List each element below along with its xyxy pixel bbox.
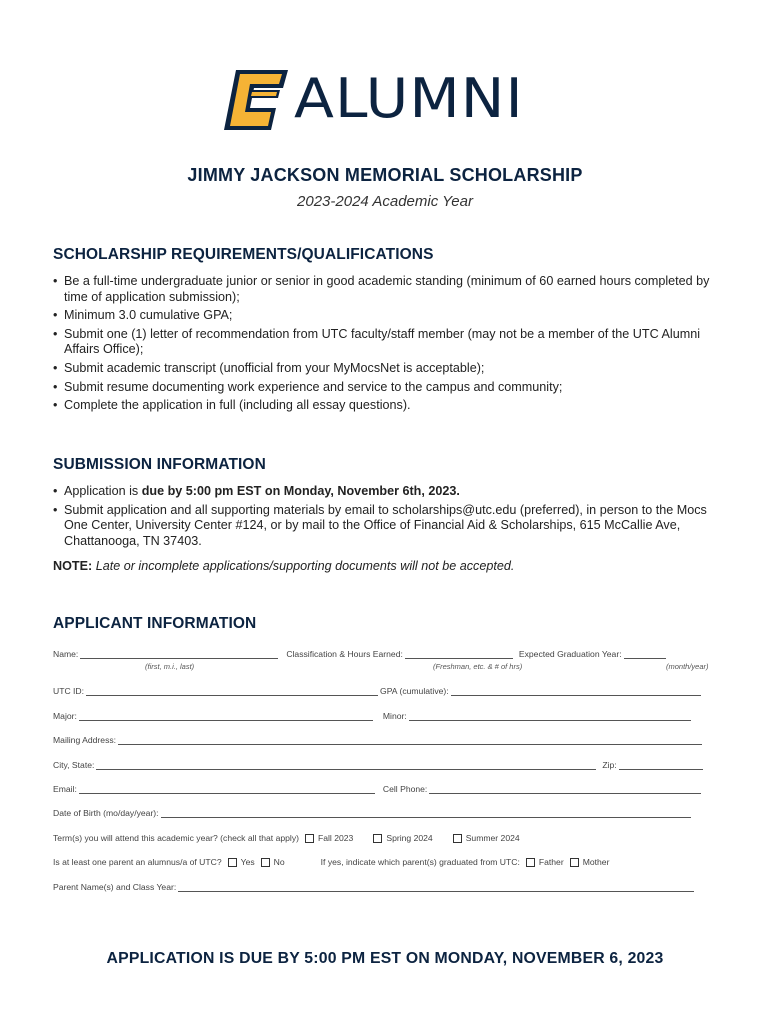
email-field[interactable]	[79, 784, 375, 794]
which-option	[570, 857, 610, 867]
list-item: • Submit one (1) letter of recommendation from UTC faculty/staff member (may not be a member of the UTC Alumni Affairs Office);	[53, 327, 718, 358]
term-option-label: Fall 2023	[317, 833, 354, 843]
no-checkbox[interactable]	[261, 858, 270, 867]
major-field[interactable]	[79, 711, 373, 721]
page-subtitle: 2023-2024 Academic Year	[297, 193, 473, 210]
parent-option	[261, 857, 285, 867]
dob-field[interactable]	[161, 808, 691, 818]
list-item: • Submit application and all supporting materials by email to scholarships@utc.edu (preferred), in person to the Mocs One Center, University Center #124, or by mail to the Office of Financial Aid & Scholarships, 615 McCallie Ave, Chattanooga, TN 37403.	[53, 503, 718, 550]
due-prefix: Application is	[64, 484, 142, 498]
summer-checkbox[interactable]	[453, 834, 462, 843]
name-hint: (first, m.i., last)	[145, 662, 195, 671]
parent-name-field[interactable]	[178, 882, 694, 892]
minor-label: Minor:	[382, 711, 407, 721]
major-row	[53, 707, 715, 721]
name-row	[53, 645, 715, 659]
list-item: • Minimum 3.0 cumulative GPA;	[53, 308, 718, 324]
due-date-banner: APPLICATION IS DUE BY 5:00 PM EST ON MONDAY, NOVEMBER 6, 2023	[106, 950, 664, 967]
list-item: • Submit academic transcript (unofficial from your MyMocsNet is acceptable);	[53, 361, 718, 377]
parent-alumni-row	[53, 853, 715, 867]
yes-checkbox[interactable]	[228, 858, 237, 867]
utcid-field[interactable]	[86, 686, 378, 696]
gpa-field[interactable]	[451, 686, 701, 696]
gpa-label: GPA (cumulative):	[380, 686, 449, 696]
dob-label: Date of Birth (mo/day/year):	[53, 808, 159, 818]
dob-row	[53, 804, 715, 818]
submission-heading: SUBMISSION INFORMATION	[53, 456, 266, 473]
parent-name-row	[53, 878, 715, 892]
term-option	[447, 833, 520, 843]
page-title: JIMMY JACKSON MEMORIAL SCHOLARSHIP	[187, 165, 583, 185]
due-date-emphasis: due by 5:00 pm EST on Monday, November 6th, 2023.	[141, 484, 460, 498]
utc-c-mark-icon	[222, 68, 292, 132]
father-label: Father	[538, 857, 564, 867]
email-row	[53, 780, 715, 794]
parent-alumni-label: Is at least one parent an alumnus/a of UTC?	[53, 857, 222, 867]
fall-checkbox[interactable]	[305, 834, 314, 843]
grad-year-field[interactable]	[624, 649, 666, 659]
note-text: Late or incomplete applications/supporting documents will not be accepted.	[95, 559, 515, 573]
city-state-field[interactable]	[96, 760, 596, 770]
grad-year-label: Expected Graduation Year:	[518, 649, 622, 659]
term-option-label: Spring 2024	[386, 833, 433, 843]
list-item: • Be a full-time undergraduate junior or senior in good academic standing (minimum of 60 earned hours completed by time of application submission);	[53, 274, 718, 305]
term-option-label: Summer 2024	[465, 833, 520, 843]
city-label: City, State:	[53, 760, 95, 770]
minor-field[interactable]	[409, 711, 691, 721]
which-option	[520, 857, 564, 867]
mailing-row	[53, 731, 715, 745]
name-label: Name:	[53, 649, 79, 659]
utcid-row	[53, 682, 715, 696]
list-item: • Complete the application in full (including all essay questions).	[53, 398, 718, 414]
list-item	[53, 484, 718, 500]
mother-checkbox[interactable]	[570, 858, 579, 867]
major-label: Major:	[53, 711, 77, 721]
no-label: No	[273, 857, 285, 867]
email-label: Email:	[53, 784, 77, 794]
utc-alumni-logo	[222, 68, 552, 132]
yes-label: Yes	[240, 857, 255, 867]
logo-wordmark: ALUMNI	[294, 67, 524, 130]
terms-row	[53, 829, 715, 843]
mailing-address-field[interactable]	[118, 735, 702, 745]
grad-year-hint: (month/year)	[666, 662, 709, 671]
late-note	[53, 559, 514, 573]
parent-option	[222, 857, 255, 867]
which-parent-label: If yes, indicate which parent(s) graduated from UTC:	[320, 857, 520, 867]
cell-label: Cell Phone:	[382, 784, 428, 794]
requirements-list	[53, 274, 718, 417]
mother-label: Mother	[582, 857, 610, 867]
terms-label: Term(s) you will attend this academic year? (check all that apply)	[53, 833, 299, 843]
city-row	[53, 756, 715, 770]
father-checkbox[interactable]	[526, 858, 535, 867]
parent-name-label: Parent Name(s) and Class Year:	[53, 882, 177, 892]
note-label: NOTE:	[53, 559, 93, 573]
mailing-label: Mailing Address:	[53, 735, 117, 745]
name-field[interactable]	[80, 649, 278, 659]
cell-phone-field[interactable]	[429, 784, 701, 794]
utcid-label: UTC ID:	[53, 686, 85, 696]
classification-field[interactable]	[405, 649, 513, 659]
list-item: • Submit resume documenting work experience and service to the campus and community;	[53, 380, 718, 396]
term-option	[367, 833, 432, 843]
requirements-heading: SCHOLARSHIP REQUIREMENTS/QUALIFICATIONS	[53, 246, 434, 263]
spring-checkbox[interactable]	[373, 834, 382, 843]
zip-label: Zip:	[602, 760, 617, 770]
term-option	[299, 833, 353, 843]
submission-list	[53, 484, 718, 552]
zip-field[interactable]	[619, 760, 703, 770]
applicant-heading: APPLICANT INFORMATION	[53, 615, 257, 632]
classification-label: Classification & Hours Earned:	[286, 649, 403, 659]
classification-hint: (Freshman, etc. & # of hrs)	[433, 662, 523, 671]
